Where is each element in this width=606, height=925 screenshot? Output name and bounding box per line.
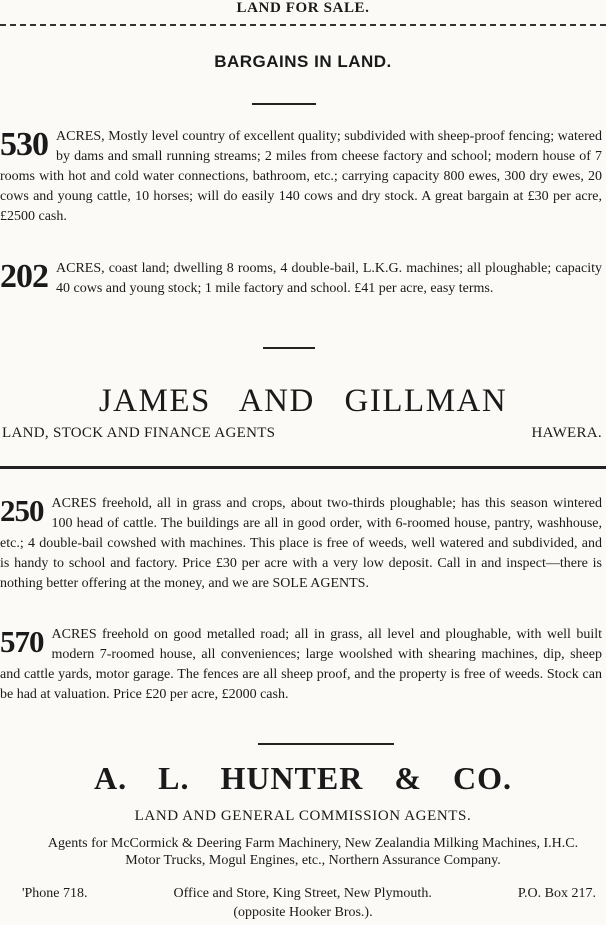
section-heading: BARGAINS IN LAND. xyxy=(214,52,392,71)
agent-name: JAMES AND GILLMAN xyxy=(98,383,508,419)
listing-number: 530 xyxy=(0,126,48,163)
listing-250 xyxy=(0,494,602,594)
contact-row xyxy=(22,886,596,902)
listing-530 xyxy=(0,127,602,227)
listing-text: ACRES freehold, all in grass and crops, about two-thirds ploughable; has this season wintered 100 head of cattle. The buildings are all in good order, with 6-roomed house, pantry, washhouse, etc.; 4 double-bail cowshed with machines. This place is free of weeds, well watered and subdivided, and is handy to school and factory. Price £30 per acre with a very low deposit. Call in and inspect—there is nothing better offering at the money, and we are SOLE AGENTS. xyxy=(0,496,602,591)
listing-number: 570 xyxy=(0,624,44,659)
short-divider xyxy=(258,743,394,745)
listing-text: ACRES, coast land; dwelling 8 rooms, 4 double-bail, L.K.G. machines; all ploughable; capacity 40 cows and young stock; 1 mile factory and school. £41 per acre, easy terms. xyxy=(56,261,602,296)
listing-number: 250 xyxy=(0,493,44,528)
listing-number: 202 xyxy=(0,258,48,295)
agent-name: A. L. HUNTER & CO. xyxy=(93,760,512,796)
agent-role: LAND AND GENERAL COMMISSION AGENTS. xyxy=(134,808,472,824)
agencies-text: Agents for McCormick & Deering Farm Machinery, New Zealandia Milking Machines, I.H.C. Motor Trucks, Mogul Engines, etc., Northern Assurance Company. xyxy=(47,836,579,868)
po-box: P.O. Box 217. xyxy=(517,886,596,901)
agent-role: LAND, STOCK AND FINANCE AGENTS xyxy=(2,425,276,441)
agent-town: HAWERA. xyxy=(531,425,602,441)
short-divider xyxy=(263,347,315,349)
listing-text: ACRES, Mostly level country of excellent quality; subdivided with sheep-proof fencing; watered by dams and small running streams; 2 miles from cheese factory and school; modern house of 7 rooms with hot and cold water connections, bathroom, etc.; carrying capacity 800 ewes, 300 dry ewes, 20 cows and young cattle, 10 horses; will do easily 140 cows and dry stock. A great bargain at £30 per acre, £2500 cash. xyxy=(0,129,602,224)
location-note: (opposite Hooker Bros.). xyxy=(233,905,373,920)
office-address: Office and Store, King Street, New Plymouth. xyxy=(173,886,432,901)
section-divider xyxy=(0,466,606,469)
listing-202 xyxy=(0,259,602,299)
short-divider xyxy=(252,103,316,105)
top-divider xyxy=(0,24,606,26)
page-heading: LAND FOR SALE. xyxy=(236,0,370,16)
listing-text: ACRES freehold on good metalled road; all in grass, all level and ploughable, with well built modern 7-roomed house, all conveniences; large woolshed with shearing machines, dip, sheep and cattle yards, motor garage. The fences are all sheep proof, and the property is free of weeds. Stock can be had at valuation. Price £20 per acre, £2000 cash. xyxy=(0,627,602,702)
phone-number: 'Phone 718. xyxy=(22,886,88,901)
agent-details-row xyxy=(2,425,602,442)
listing-570 xyxy=(0,625,602,705)
